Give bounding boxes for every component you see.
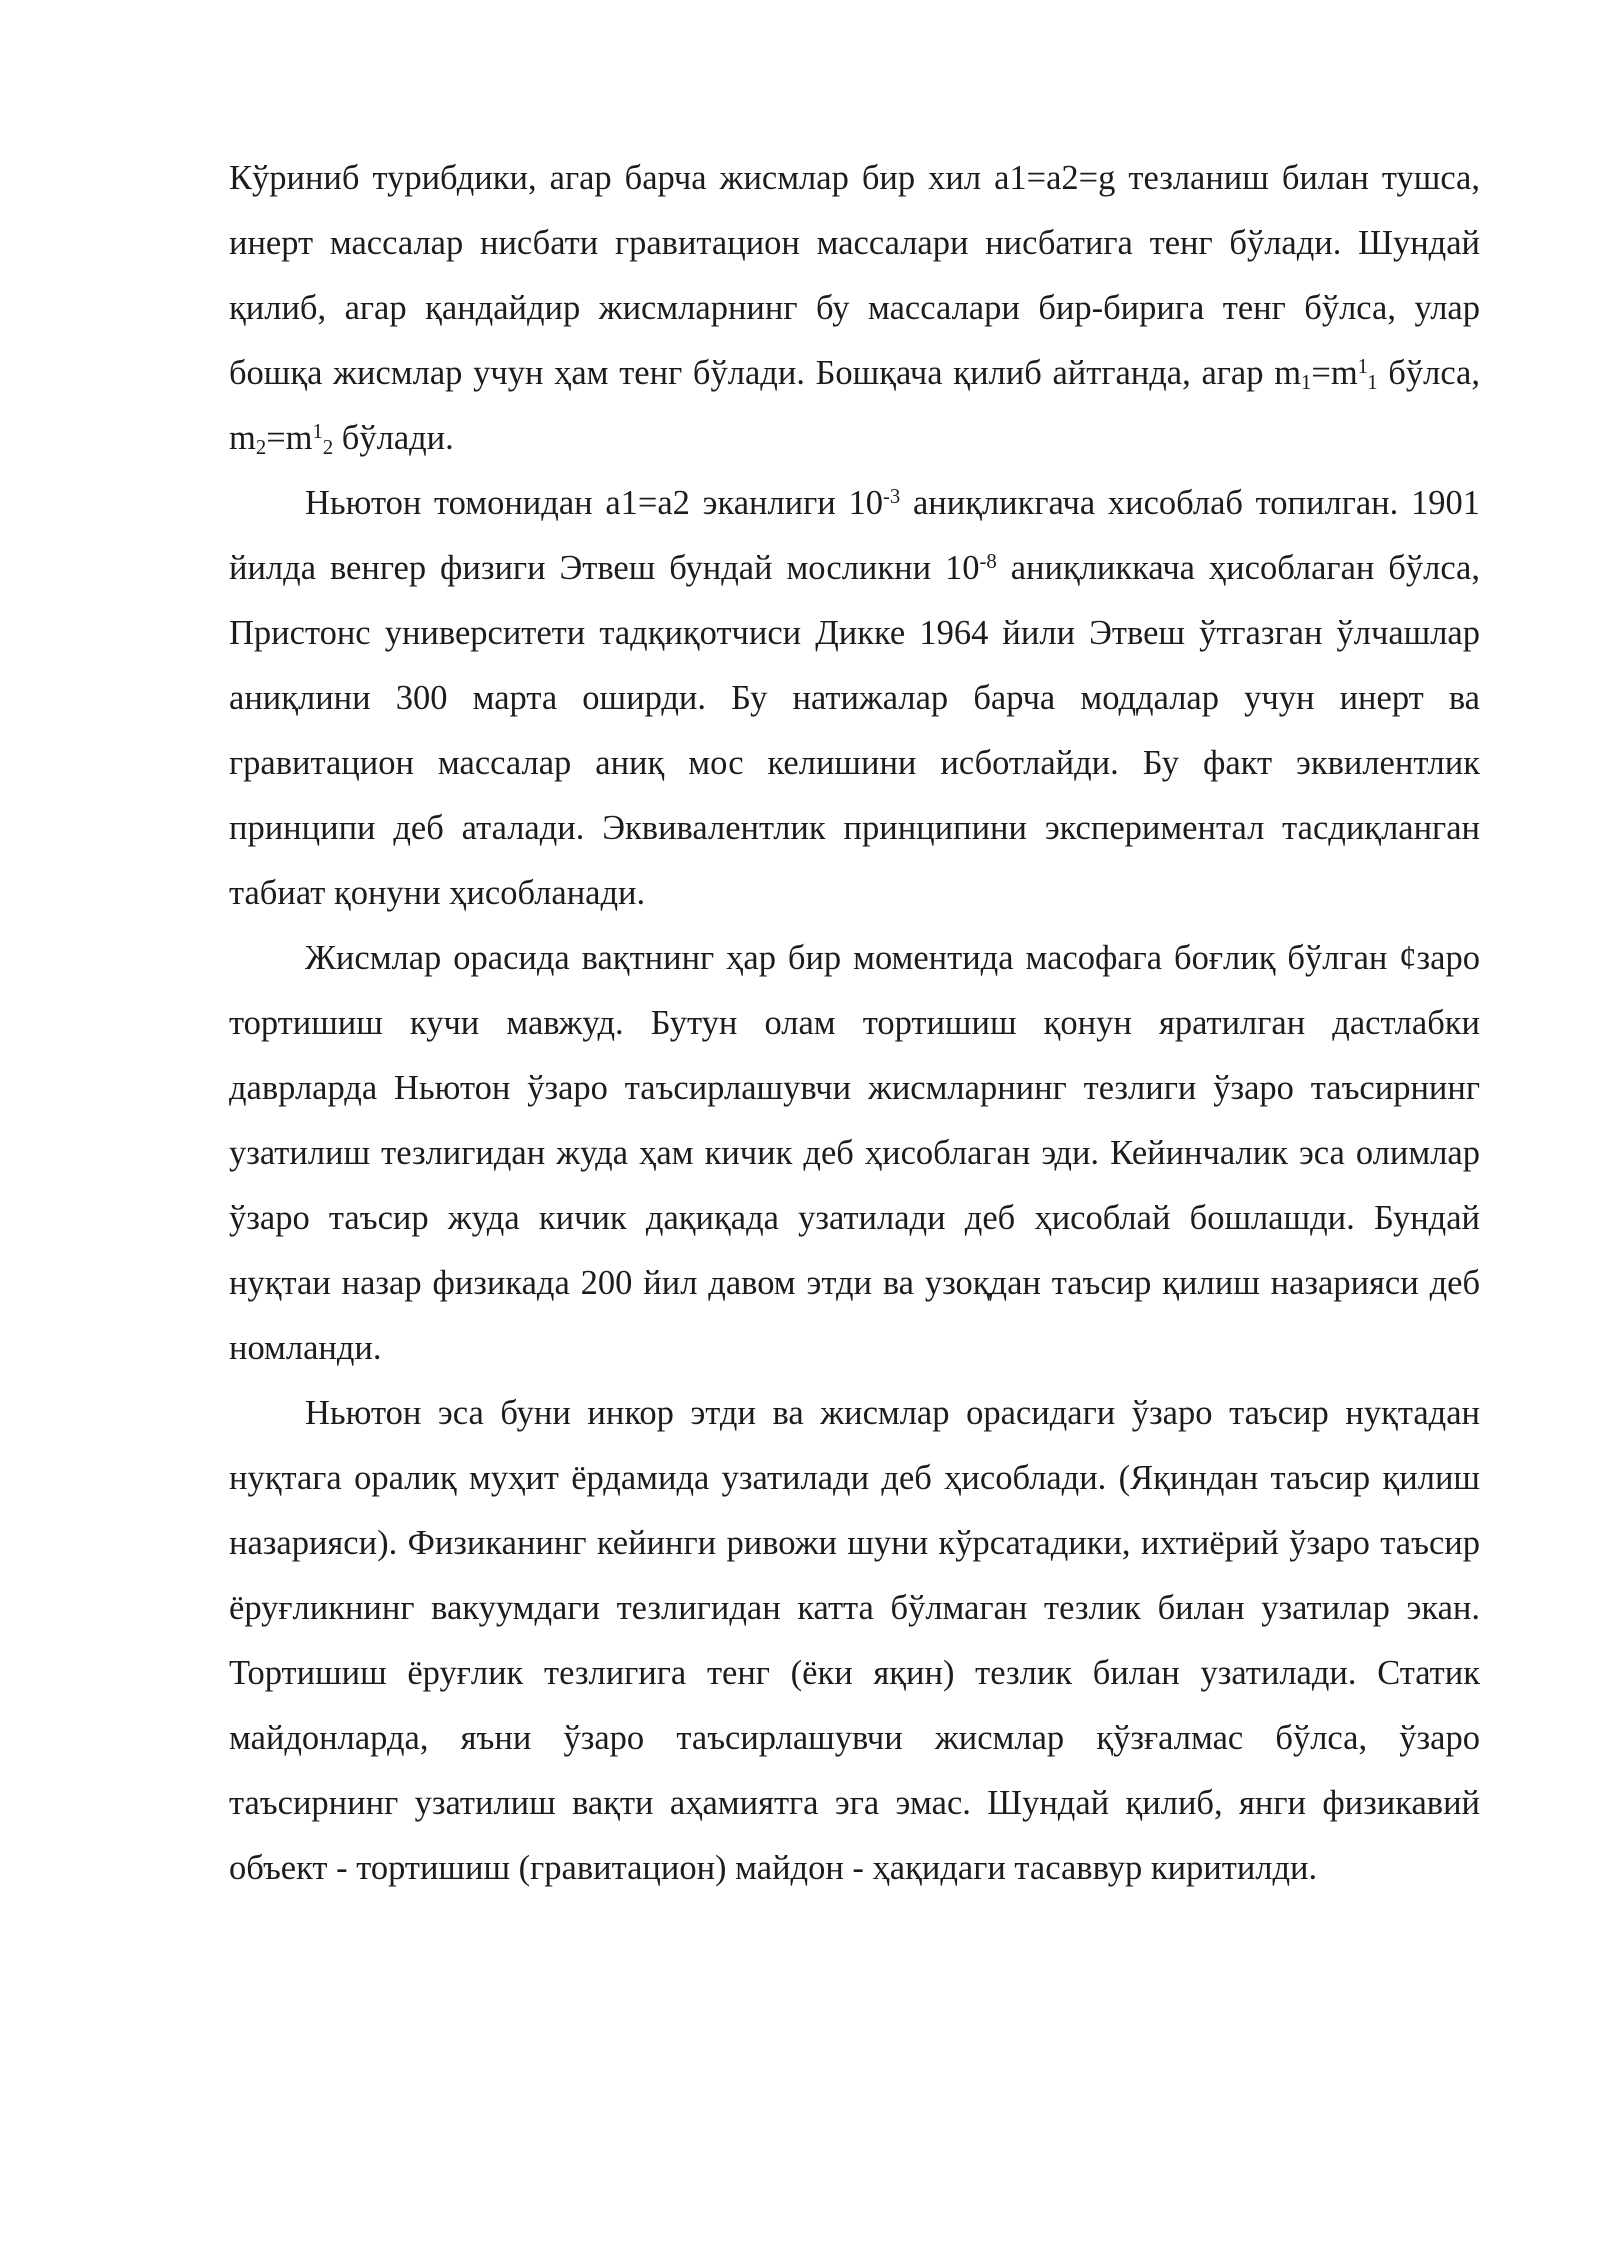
paragraph-p2 bbox=[229, 471, 1480, 926]
text-run: =m bbox=[266, 419, 313, 457]
superscript: 1 bbox=[1357, 355, 1368, 378]
text-run: =m bbox=[1311, 354, 1358, 392]
superscript: -8 bbox=[979, 550, 997, 573]
text-run: бўлса, m bbox=[229, 354, 1480, 457]
text-run: Ньютон томонидан а1=а2 эканлиги 10 bbox=[305, 484, 883, 522]
subscript: 1 bbox=[1301, 372, 1312, 395]
superscript: -3 bbox=[883, 485, 901, 508]
text-run: Ньютон эса буни инкор этди ва жисмлар орасидаги ўзаро таъсир нуқтадан нуқтага оралиқ муҳит ёрдамида узатилади деб ҳисоблади. (Яқиндан таъсир қилиш назарияси). Физиканинг кейинги ривожи шуни кўрсатадики, ихтиёрий ўзаро таъсир ёруғликнинг вакуумдаги тезлигидан катта бўлмаган тезлик билан узатилар экан. Тортишиш ёруғлик тезлигига тенг (ёки яқин) тезлик билан узатилади. Статик майдонларда, яъни ўзаро таъсирлашувчи жисмлар қўзғалмас бўлса, ўзаро таъсирнинг узатилиш вақти аҳамиятга эга эмас. Шундай қилиб, янги физикавий объект - тортишиш (гравитацион) майдон - ҳақидаги тасаввур киритилди. bbox=[229, 1394, 1480, 1887]
document-body bbox=[229, 146, 1480, 1901]
paragraph-p1 bbox=[229, 146, 1480, 471]
paragraph-p3 bbox=[229, 926, 1480, 1381]
subscript: 2 bbox=[322, 437, 334, 460]
text-run: Жисмлар орасида вақтнинг ҳар бир моментида масофага боғлиқ бўлган ¢заро тортишиш кучи мавжуд. Бутун олам тортишиш қонун яратилган дастлабки даврларда Ньютон ўзаро таъсирлашувчи жисмларнинг тезлиги ўзаро таъсирнинг узатилиш тезлигидан жуда ҳам кичик деб ҳисоблаган эди. Кейинчалик эса олимлар ўзаро таъсир жуда кичик дақиқада узатилади деб ҳисоблай бошлашди. Бундай нуқтаи назар физикада 200 йил давом этди ва узоқдан таъсир қилиш назарияси деб номланди. bbox=[229, 939, 1480, 1367]
text-run: аниқликкача ҳисоблаган бўлса, Пристонс университети тадқиқотчиси Дикке 1964 йили Этвеш ўтгазган ўлчашлар аниқлини 300 марта оширди. Бу натижалар барча моддалар учун инерт ва гравитацион массалар аниқ мос келишини исботлайди. Бу факт эквилентлик принципи деб аталади. Эквивалентлик принципини экспериментал тасдиқланган табиат қонуни ҳисобланади. bbox=[229, 549, 1480, 912]
text-run: бўлади. bbox=[333, 419, 454, 457]
paragraph-p4 bbox=[229, 1381, 1480, 1901]
subscript: 2 bbox=[255, 437, 267, 460]
superscript: 1 bbox=[312, 420, 323, 443]
subscript: 1 bbox=[1367, 372, 1378, 395]
text-run: аниқликгача хисоблаб топилган. 1901 йилда венгер физиги Этвеш бундай мосликни 10 bbox=[229, 484, 1480, 587]
text-run: Кўриниб турибдики, агар барча жисмлар бир хил а1=а2=g тезланиш билан тушса, инерт массалар нисбати гравитацион массалари нисбатига тенг бўлади. Шундай қилиб, агар қандайдир жисмларнинг бу массалари бир-бирига тенг бўлса, улар бошқа жисмлар учун ҳам тенг бўлади. Бошқача қилиб айтганда, агар m bbox=[229, 159, 1480, 392]
